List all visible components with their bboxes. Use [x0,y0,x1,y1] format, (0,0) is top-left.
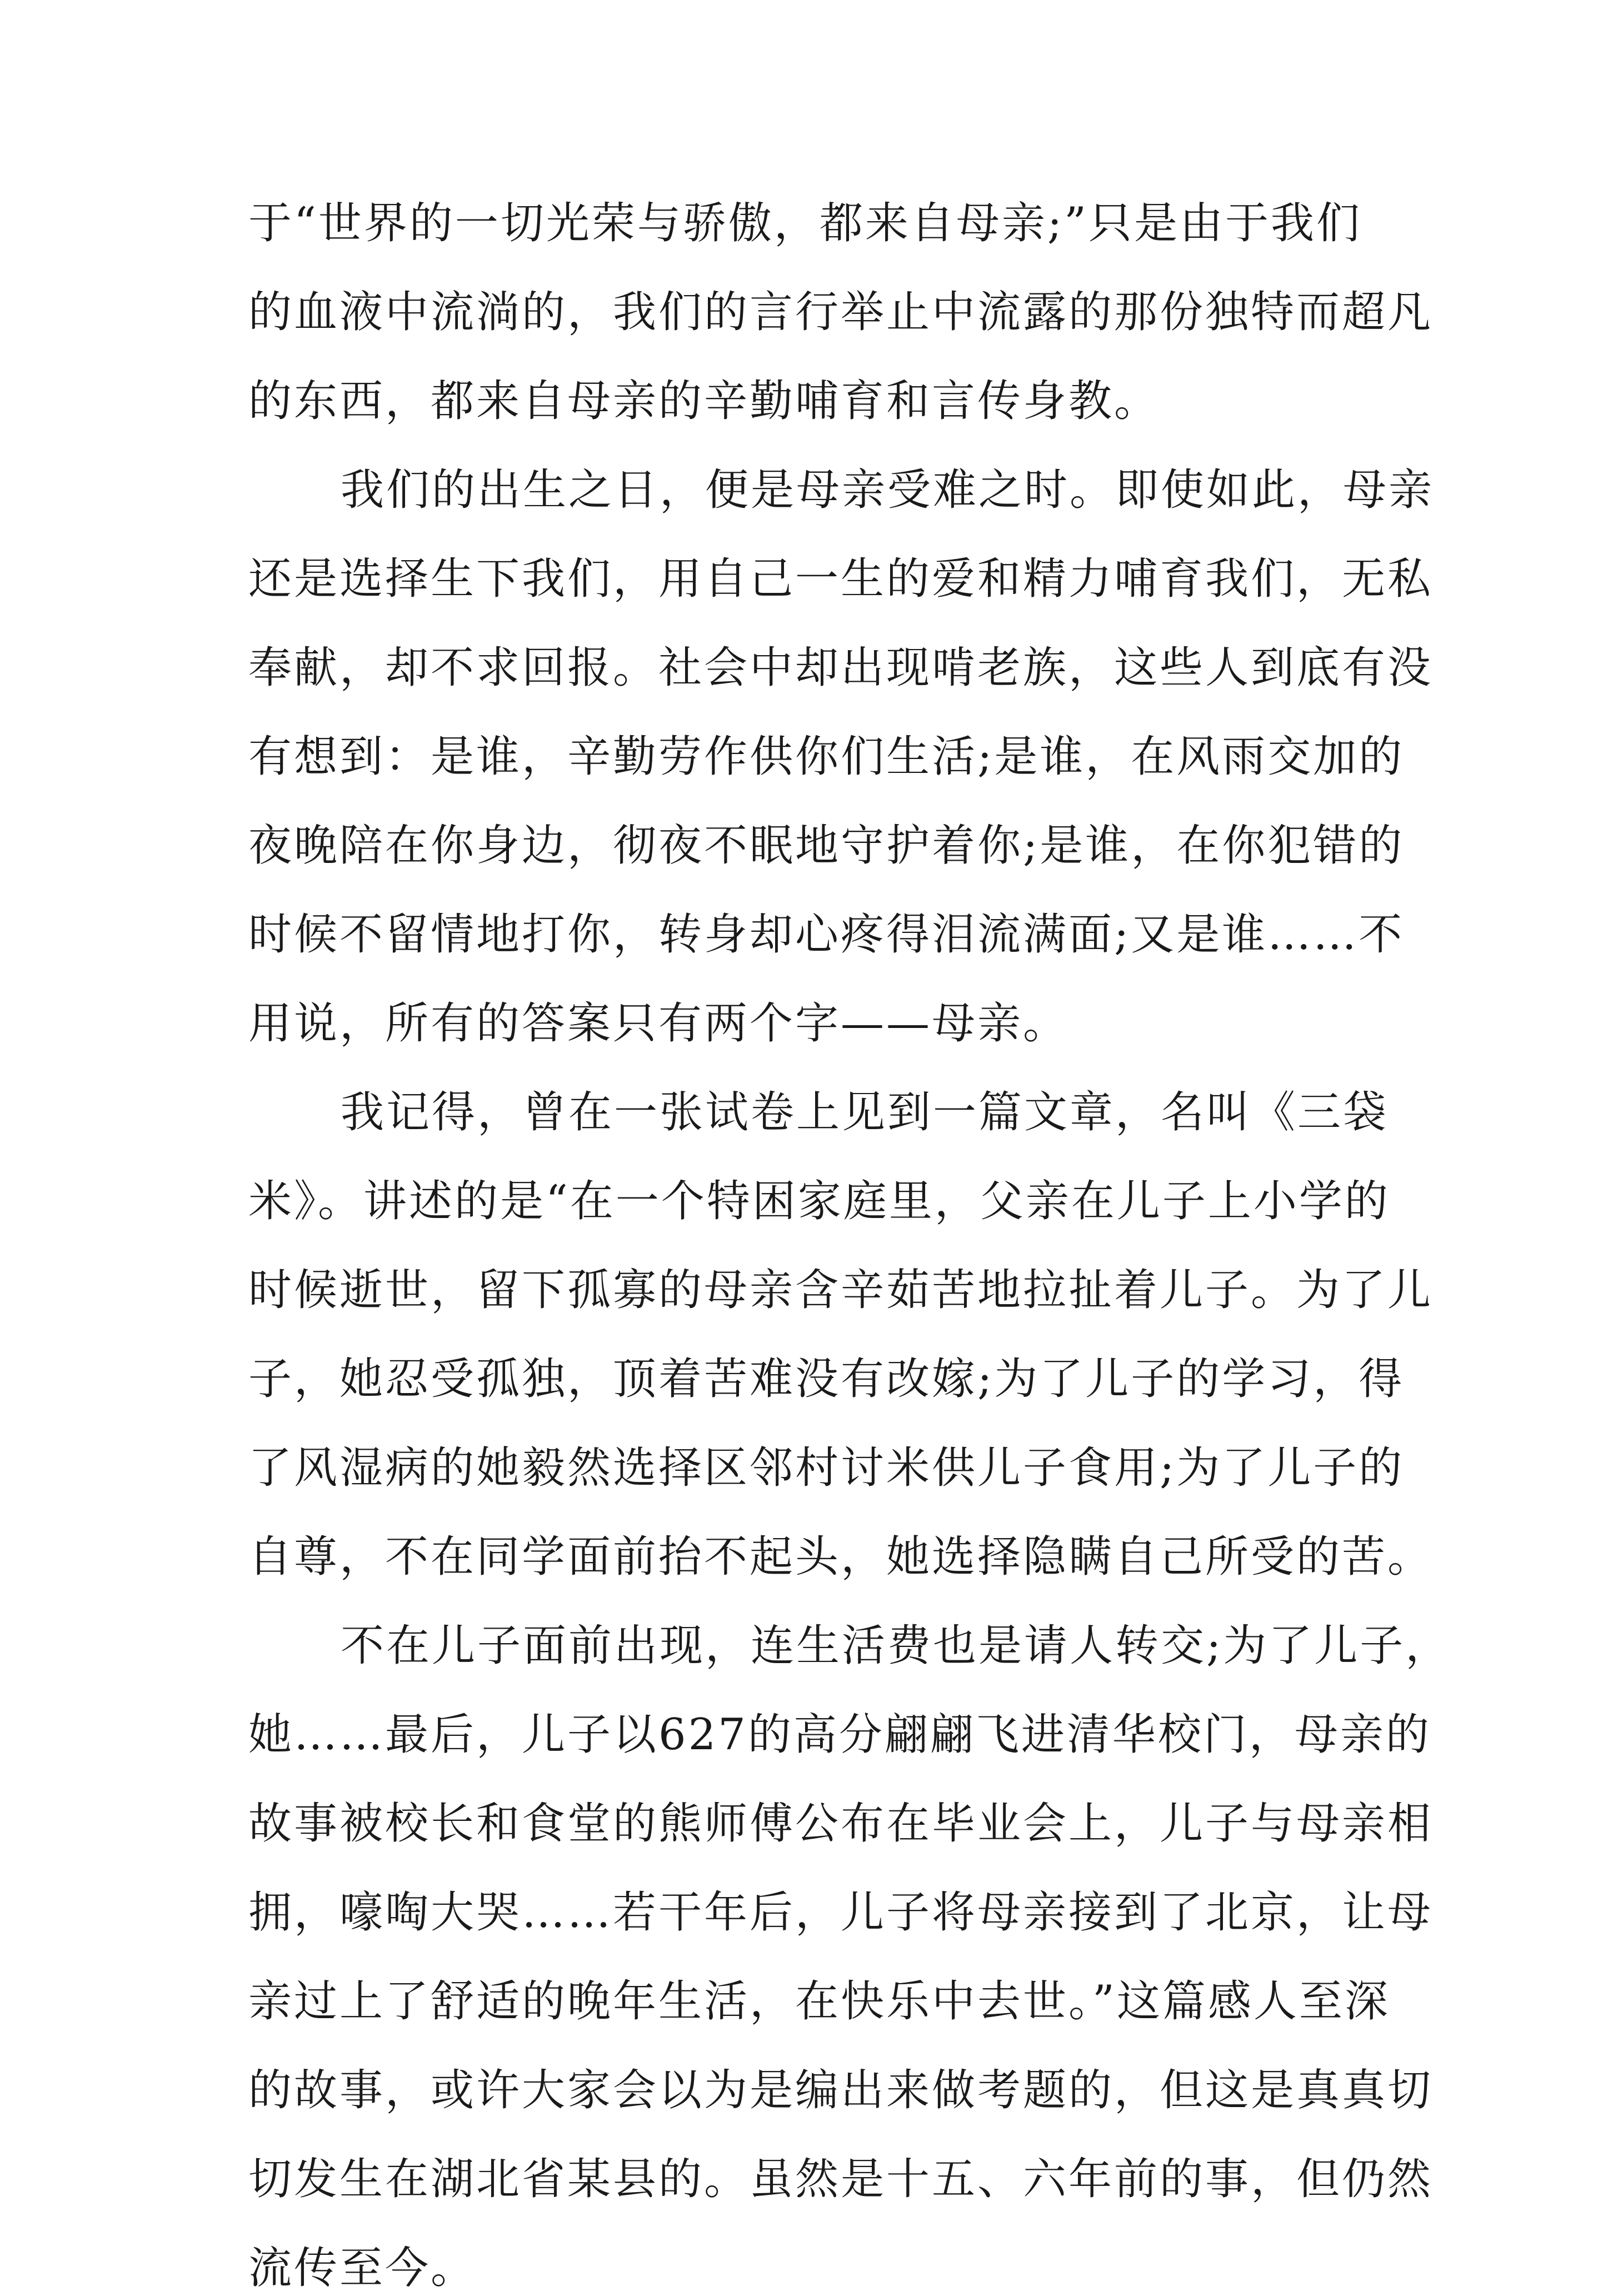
text-line: 的故事，或许大家会以为是编出来做考题的，但这是真真切 [248,2065,1434,2115]
paragraph-first-line: 我们的出生之日，便是母亲受难之时。即使如此，母亲 [341,465,1435,515]
text-line: 她……最后，儿子以627的高分翩翩飞进清华校门，母亲的 [248,1710,1431,1760]
text-line: 于“世界的一切光荣与骄傲，都来自母亲;”只是由于我们 [248,198,1362,248]
text-line: 有想到：是谁，辛勤劳作供你们生活;是谁，在风雨交加的 [248,732,1405,782]
text-line: 自尊，不在同学面前抬不起头，她选择隐瞒自己所受的苦。 [248,1532,1434,1582]
paragraph-first-line: 我记得，曾在一张试卷上见到一篇文章，名叫《三袋 [341,1087,1389,1137]
text-line: 夜晚陪在你身边，彻夜不眠地守护着你;是谁，在你犯错的 [248,821,1405,871]
text-line: 时候不留情地打你，转身却心疼得泪流满面;又是谁……不 [248,910,1405,960]
text-line: 奉献，却不求回报。社会中却出现啃老族，这些人到底有没 [248,643,1434,693]
paragraph-first-line: 不在儿子面前出现，连生活费也是请人转交;为了儿子， [341,1621,1451,1671]
text-line: 的东西，都来自母亲的辛勤哺育和言传身教。 [248,376,1160,426]
text-line: 还是选择生下我们，用自己一生的爱和精力哺育我们，无私 [248,554,1434,604]
text-line: 故事被校长和食堂的熊师傅公布在毕业会上，儿子与母亲相 [248,1799,1434,1849]
text-line: 子，她忍受孤独，顶着苦难没有改嫁;为了儿子的学习，得 [248,1354,1405,1404]
text-line: 米》。讲述的是“在一个特困家庭里，父亲在儿子上小学的 [248,1176,1390,1226]
text-line: 切发生在湖北省某县的。虽然是十五、六年前的事，但仍然 [248,2154,1434,2204]
text-line: 亲过上了舒适的晚年生活，在快乐中去世。”这篇感人至深 [248,1976,1390,2027]
text-line: 了风湿病的她毅然选择区邻村讨米供儿子食用;为了儿子的 [248,1443,1405,1493]
text-line: 用说，所有的答案只有两个字——母亲。 [248,999,1069,1049]
text-line: 的血液中流淌的，我们的言行举止中流露的那份独特而超凡 [248,287,1434,337]
text-line: 时候逝世，留下孤寡的母亲含辛茹苦地拉扯着儿子。为了儿 [248,1265,1434,1315]
text-line: 流传至今。 [248,2243,477,2293]
text-line: 拥，嚎啕大哭……若干年后，儿子将母亲接到了北京，让母 [248,1888,1434,1938]
